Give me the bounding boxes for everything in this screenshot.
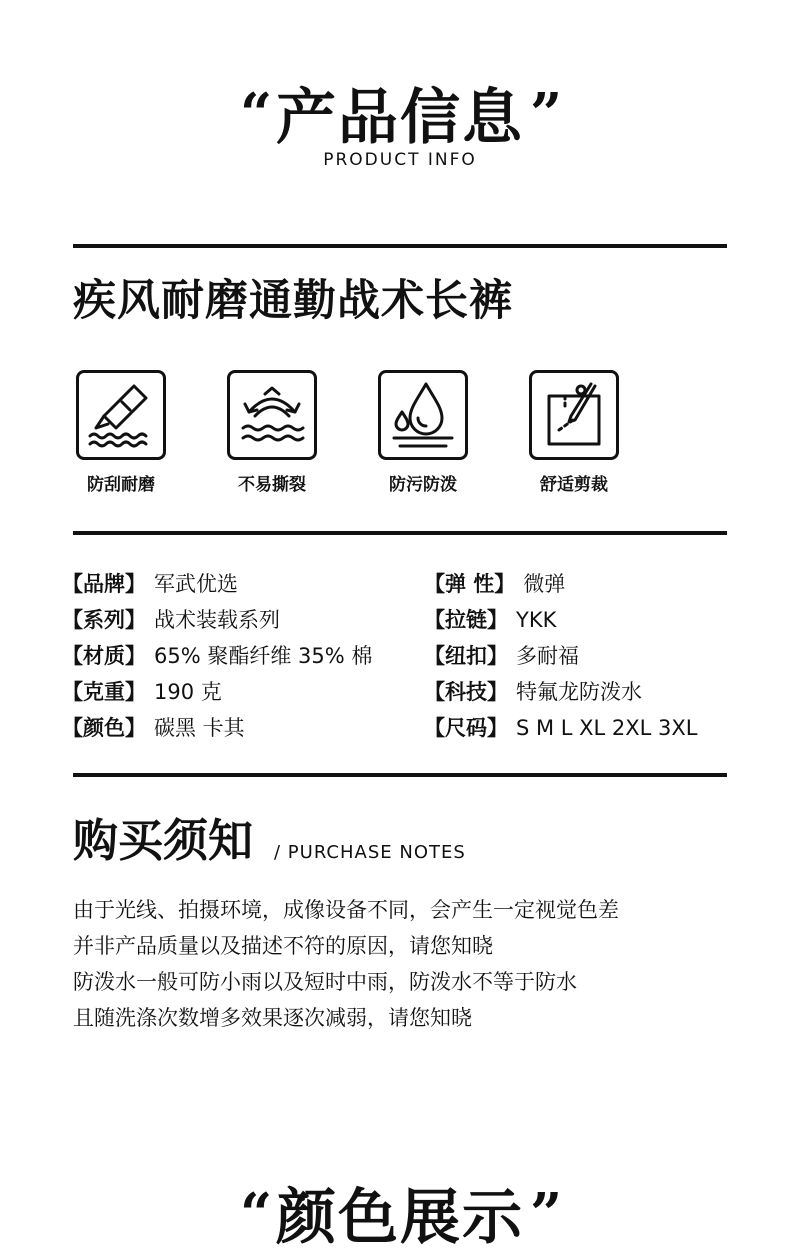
section-subtitle: PRODUCT INFO <box>323 150 477 170</box>
spec-weight: 【克重】 190 克 <box>62 680 222 704</box>
note-line: 并非产品质量以及描述不符的原因，请您知晓 <box>73 934 493 958</box>
section-subtitle-wrap <box>0 150 800 170</box>
product-title: 疾风耐磨通勤战术长裤 <box>73 276 513 326</box>
spec-size: 【尺码】 S M L XL 2XL 3XL <box>424 716 698 740</box>
spec-material: 【材质】 65% 聚酯纤维 35% 棉 <box>62 644 373 668</box>
feature-abrasion <box>61 370 181 495</box>
utility-knife-icon <box>76 370 166 460</box>
feature-stain-water-repellent <box>363 370 483 495</box>
close-quote: ” <box>530 81 563 147</box>
close-quote: ” <box>530 1181 563 1247</box>
spec-elasticity: 【弹 性】 微弹 <box>424 572 566 596</box>
divider <box>73 773 727 777</box>
notes-title: 购买须知 <box>73 814 254 867</box>
note-line: 由于光线、拍摄环境，成像设备不同，会产生一定视觉色差 <box>73 898 619 922</box>
stretch-arrows-icon <box>227 370 317 460</box>
notes-subtitle: / PURCHASE NOTES <box>274 842 466 863</box>
feature-label: 防污防泼 <box>389 475 457 495</box>
feature-label: 舒适剪裁 <box>540 475 608 495</box>
spec-color: 【颜色】 碳黑 卡其 <box>62 716 245 740</box>
feature-label: 防刮耐磨 <box>87 475 155 495</box>
spec-technology: 【科技】 特氟龙防泼水 <box>424 680 642 704</box>
spec-series: 【系列】 战术装载系列 <box>62 608 280 632</box>
feature-comfort-cut <box>514 370 634 495</box>
spec-button: 【纽扣】 多耐福 <box>424 644 579 668</box>
feature-label: 不易撕裂 <box>238 475 306 495</box>
divider <box>73 244 727 248</box>
divider <box>73 531 727 535</box>
section-title: 颜色展示 <box>276 1183 524 1253</box>
section-title-product-info <box>0 81 800 153</box>
cutting-pattern-icon <box>529 370 619 460</box>
section-title: 产品信息 <box>276 83 524 153</box>
note-line: 防泼水一般可防小雨以及短时中雨，防泼水不等于防水 <box>73 970 577 994</box>
section-title-color-display <box>0 1181 800 1253</box>
water-drop-icon <box>378 370 468 460</box>
open-quote: “ <box>240 1181 273 1247</box>
spec-brand: 【品牌】 军武优选 <box>62 572 238 596</box>
spec-zipper: 【拉链】 YKK <box>424 608 557 632</box>
note-line: 且随洗涤次数增多效果逐次减弱，请您知晓 <box>73 1006 472 1030</box>
feature-tear-resistant <box>212 370 332 495</box>
open-quote: “ <box>240 81 273 147</box>
